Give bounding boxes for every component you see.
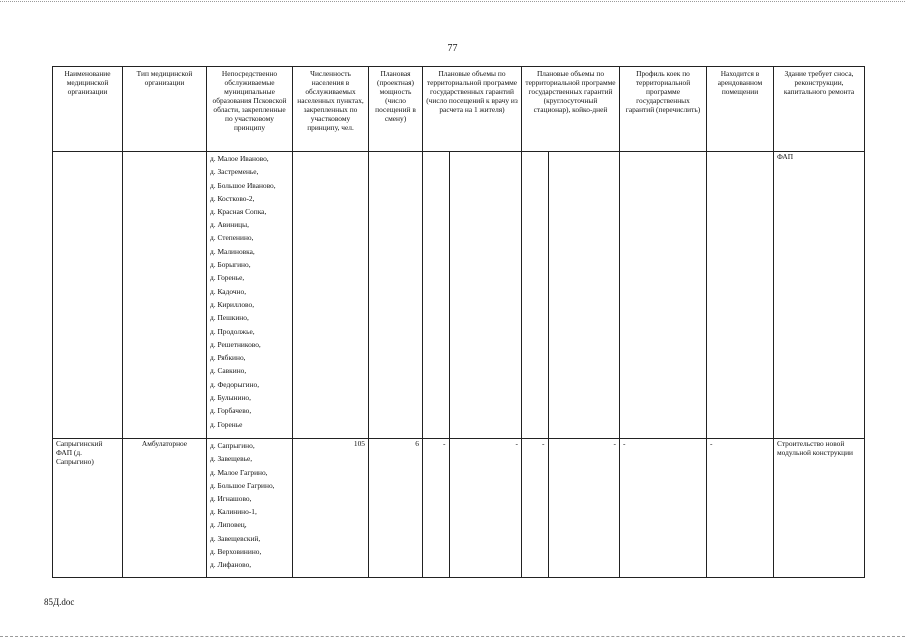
village-item: д. Застременье, bbox=[210, 167, 259, 177]
facilities-table bbox=[52, 66, 865, 578]
subcolumn-divider bbox=[449, 439, 450, 577]
village-item: д. Завещевский, bbox=[210, 533, 261, 543]
cell-rented bbox=[707, 152, 774, 439]
village-item: д. Завещевье, bbox=[210, 454, 253, 464]
village-item: д. Красная Сопка, bbox=[210, 206, 267, 216]
footer-filename: 85Д.doc bbox=[44, 597, 75, 607]
cell-villages bbox=[207, 439, 293, 578]
cell-bed-profile bbox=[620, 152, 707, 439]
cell-villages bbox=[207, 152, 293, 439]
village-item: д. Игнашово, bbox=[210, 493, 252, 503]
village-item: д. Кадочно, bbox=[210, 286, 247, 296]
village-item: д. Горенье, bbox=[210, 273, 245, 283]
cell-capacity bbox=[369, 152, 423, 439]
header-bed-days: Плановые объемы по территориальной программе государственных гарантий (круглосуточный стационар), койко-дней bbox=[522, 67, 620, 152]
subcolumn-divider bbox=[548, 439, 549, 577]
village-item: д. Рябкино, bbox=[210, 353, 246, 363]
header-population: Численность населения в обслуживаемых населенных пунктах, закрепленных по участковому принципу, чел. bbox=[293, 67, 369, 152]
cell-bed-profile: - bbox=[620, 439, 707, 578]
header-org-type: Тип медицинской организации bbox=[123, 67, 207, 152]
header-visit-volumes: Плановые объемы по территориальной программе государственных гарантий (число посещений к врачу из расчета на 1 жителя) bbox=[423, 67, 522, 152]
village-item: д. Липовец, bbox=[210, 520, 247, 530]
cell-org-type: Амбулаторное bbox=[123, 439, 207, 578]
scan-edge-bottom bbox=[0, 636, 905, 637]
cell-visit-volumes bbox=[423, 439, 522, 578]
cell-org-name: Сапрыгинский ФАП (д. Сапрыгино) bbox=[53, 439, 123, 578]
cell-rented: - bbox=[707, 439, 774, 578]
village-item: д. Большое Гагрино, bbox=[210, 480, 275, 490]
cell-org-name bbox=[53, 152, 123, 439]
village-item: д. Верховинино, bbox=[210, 547, 262, 557]
cell-visit-volumes bbox=[423, 152, 522, 439]
village-item: д. Кириллово, bbox=[210, 299, 255, 309]
cell-population: 105 bbox=[293, 439, 369, 578]
header-org-name: Наименование медицинской организации bbox=[53, 67, 123, 152]
village-item: д. Калинино-1, bbox=[210, 507, 257, 517]
beds-value-b: - bbox=[613, 439, 616, 448]
village-item: д. Пешкино, bbox=[210, 313, 249, 323]
cell-building-status: ФАП bbox=[774, 152, 865, 439]
village-item: д. Малое Иваново, bbox=[210, 154, 269, 163]
visits-value-a: - bbox=[443, 439, 446, 448]
village-item: д. Малиновка, bbox=[210, 246, 255, 256]
table-row bbox=[53, 152, 865, 439]
village-item: д. Горенье bbox=[210, 419, 243, 429]
village-item: д. Степенино, bbox=[210, 233, 254, 243]
scan-edge-top bbox=[0, 1, 905, 2]
header-building-status: Здание требует сноса, реконструкции, капитального ремонта bbox=[774, 67, 865, 152]
cell-building-status: Строительство новой модульной конструкции bbox=[774, 439, 865, 578]
village-item: д. Борыгино, bbox=[210, 260, 251, 270]
village-item: д. Сапрыгино, bbox=[210, 441, 255, 450]
village-item: д. Продолжье, bbox=[210, 326, 255, 336]
village-item: д. Федорыгино, bbox=[210, 379, 260, 389]
village-item: д. Решетниково, bbox=[210, 339, 261, 349]
subcolumn-divider bbox=[548, 152, 549, 438]
cell-org-type bbox=[123, 152, 207, 439]
village-item: д. Большое Иваново, bbox=[210, 180, 276, 190]
village-item: д. Савкино, bbox=[210, 366, 247, 376]
table-header-row bbox=[53, 67, 865, 152]
village-item: д. Костково-2, bbox=[210, 193, 255, 203]
cell-capacity: 6 bbox=[369, 439, 423, 578]
village-item: д. Булынино, bbox=[210, 393, 251, 403]
cell-bed-days bbox=[522, 439, 620, 578]
page-number: 77 bbox=[447, 43, 458, 54]
beds-value-a: - bbox=[542, 439, 545, 448]
header-rented: Находится в арендованном помещении bbox=[707, 67, 774, 152]
village-item: д. Малое Гагрино, bbox=[210, 467, 268, 477]
visits-value-b: - bbox=[515, 439, 518, 448]
table-row bbox=[53, 439, 865, 578]
cell-population bbox=[293, 152, 369, 439]
cell-bed-days bbox=[522, 152, 620, 439]
header-bed-profile: Профиль коек по территориальной программе государственных гарантий (перечислить) bbox=[620, 67, 707, 152]
header-municipalities: Непосредственно обслуживаемые муниципальные образования Псковской области, закрепленные по участковому принципу bbox=[207, 67, 293, 152]
village-item: д. Лифаново, bbox=[210, 560, 252, 570]
subcolumn-divider bbox=[449, 152, 450, 438]
village-item: д. Горбачево, bbox=[210, 406, 252, 416]
village-item: д. Авиницы, bbox=[210, 220, 249, 230]
header-capacity: Плановая (проектная) мощность (число посещений в смену) bbox=[369, 67, 423, 152]
